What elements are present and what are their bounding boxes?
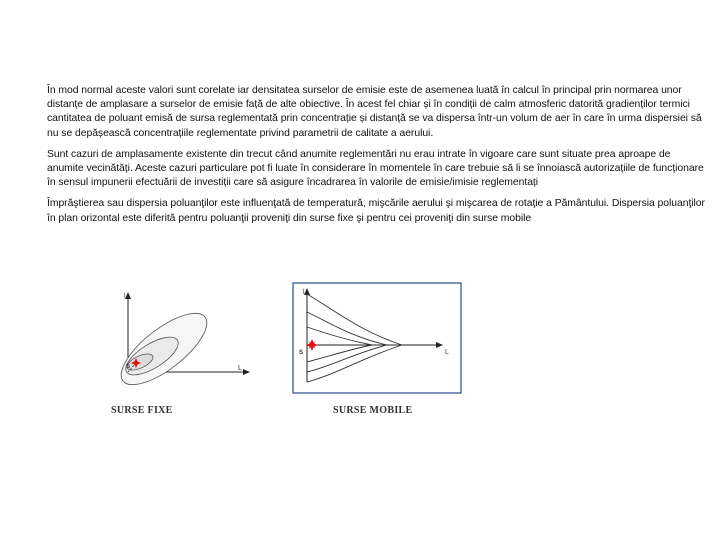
source-label: S xyxy=(299,350,304,356)
axis-x-label: L xyxy=(445,349,449,356)
source-label: S xyxy=(126,364,131,370)
y-axis-arrow xyxy=(125,292,131,299)
caption-mobile: SURSE MOBILE xyxy=(333,405,413,416)
fixed-sources-diagram xyxy=(104,286,274,391)
paragraph-2: Sunt cazuri de amplasamente existente din trecut când anumite reglementări nu erau intrate în vigoare care sunt situate prea aproape de anumite vecinătăți. Aceste cazuri particulare pot fi luate în considerare în momentele în care trebuie să li se înnoiască autorizațiile de funcționare în sensul impunerii efectuării de investiții care să asigure încadrarea în valorile de emisie/imisie reglementați xyxy=(47,148,704,189)
mobile-sources-diagram xyxy=(292,282,462,394)
axis-y-label: l xyxy=(303,289,305,296)
x-axis-arrow xyxy=(243,369,250,375)
axis-x-label: L xyxy=(238,365,242,372)
figure-mobile-sources xyxy=(292,282,462,394)
diagram-frame xyxy=(293,283,461,393)
paragraph-1: În mod normal aceste valori sunt corelate iar densitatea surselor de emisie este de asemenea luată în calcul în principal prin normarea unor distanțe de amplasare a surselor de emisie față de alte obiective. În acest fel chiar și în condiții de calm atmosferic datorită gradienților termici cantitatea de poluant emisă de sursa reglementată prin concentrație și distanță se va dispersa într-un volum de aer în care în urma dispersiei să nu se depășească concentrațiile reglementate privind parametrii de calitate a aerului. xyxy=(47,85,702,139)
paragraph-3: Împrăştierea sau dispersia poluanţilor este influenţată de temperatură, mişcările aerului şi mişcarea de rotaţie a Pământului. Dispersia poluanţilor în plan orizontal este diferită pentru poluanţii proveniţi din surse fixe şi pentru cei proveniţi din surse mobile xyxy=(47,198,705,224)
axis-y-label: l xyxy=(124,293,126,300)
caption-fixed: SURSE FIXE xyxy=(111,405,173,416)
figure-fixed-sources xyxy=(104,286,274,391)
document-text xyxy=(47,84,707,233)
